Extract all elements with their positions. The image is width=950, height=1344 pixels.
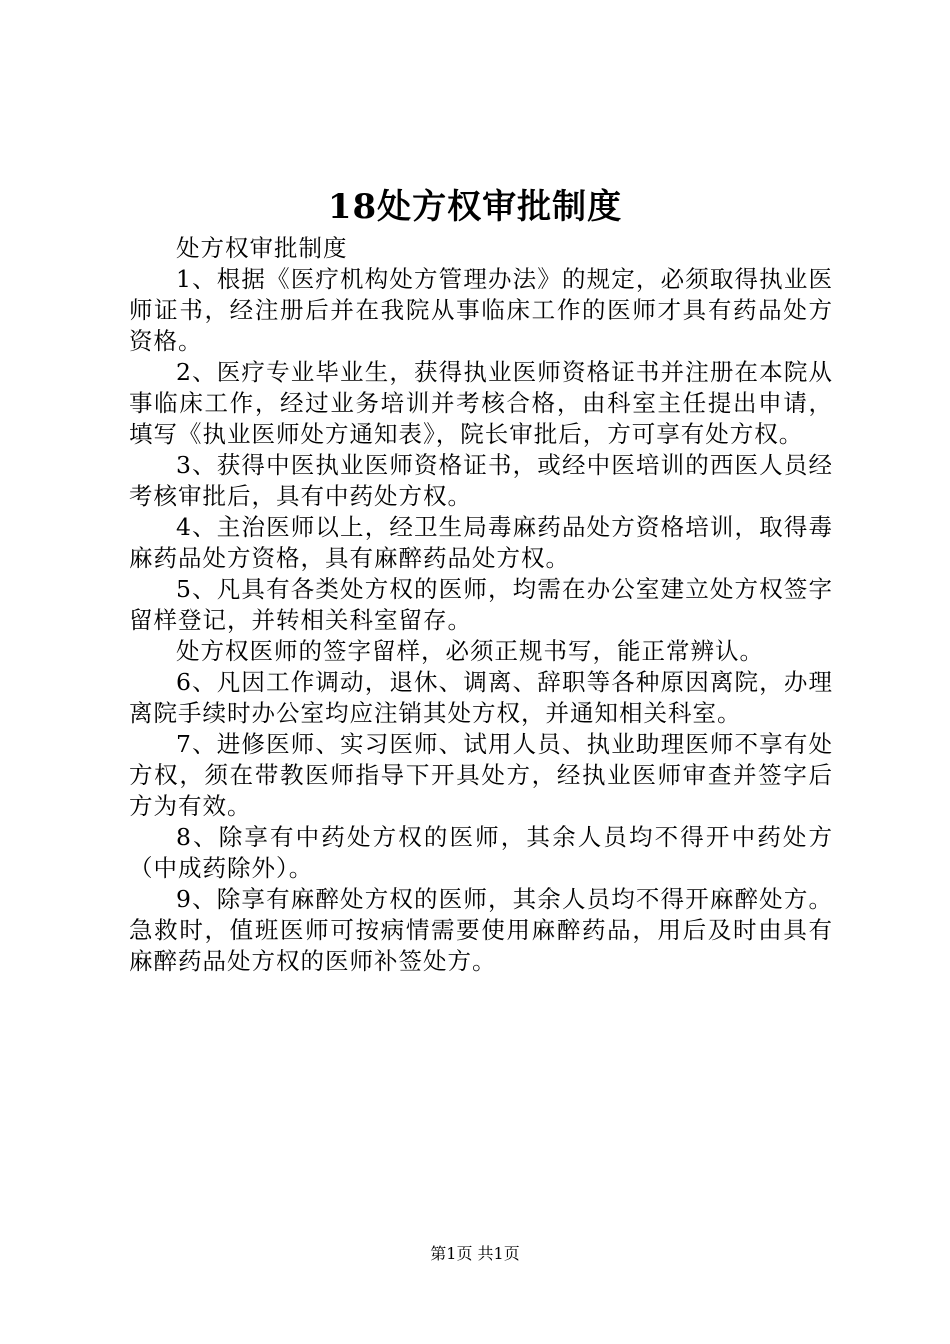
body-paragraph: 1、根据《医疗机构处方管理办法》的规定，必须取得执业医师证书，经注册后并在我院从事临床工作的医师才具有药品处方资格。 (129, 265, 833, 355)
page-footer: 第1页 共1页 (430, 1244, 520, 1263)
document-title: 18处方权审批制度 (327, 187, 623, 227)
body-paragraph: 7、进修医师、实习医师、试用人员、执业助理医师不享有处方权，须在带教医师指导下开具处方，经执业医师审查并签字后方为有效。 (129, 730, 833, 820)
body-paragraph: 处方权审批制度 (176, 234, 348, 262)
body-paragraph: 8、除享有中药处方权的医师，其余人员均不得开中药处方（中成药除外）。 (129, 823, 833, 882)
document-body (129, 233, 833, 977)
body-paragraph: 2、医疗专业毕业生，获得执业医师资格证书并注册在本院从事临床工作，经过业务培训并考核合格，由科室主任提出申请，填写《执业医师处方通知表》，院长审批后，方可享有处方权。 (129, 358, 833, 448)
body-paragraph: 处方权医师的签字留样，必须正规书写，能正常辨认。 (176, 637, 764, 665)
body-paragraph: 9、除享有麻醉处方权的医师，其余人员均不得开麻醉处方。急救时，值班医师可按病情需要使用麻醉药品，用后及时由具有麻醉药品处方权的医师补签处方。 (129, 885, 833, 975)
body-paragraph: 3、获得中医执业医师资格证书，或经中医培训的西医人员经考核审批后，具有中药处方权。 (129, 451, 833, 510)
body-paragraph: 4、主治医师以上，经卫生局毒麻药品处方资格培训，取得毒麻药品处方资格，具有麻醉药品处方权。 (129, 513, 833, 572)
body-paragraph: 6、凡因工作调动，退休、调离、辞职等各种原因离院，办理离院手续时办公室均应注销其处方权，并通知相关科室。 (129, 668, 833, 727)
body-paragraph: 5、凡具有各类处方权的医师，均需在办公室建立处方权签字留样登记，并转相关科室留存。 (129, 575, 833, 634)
